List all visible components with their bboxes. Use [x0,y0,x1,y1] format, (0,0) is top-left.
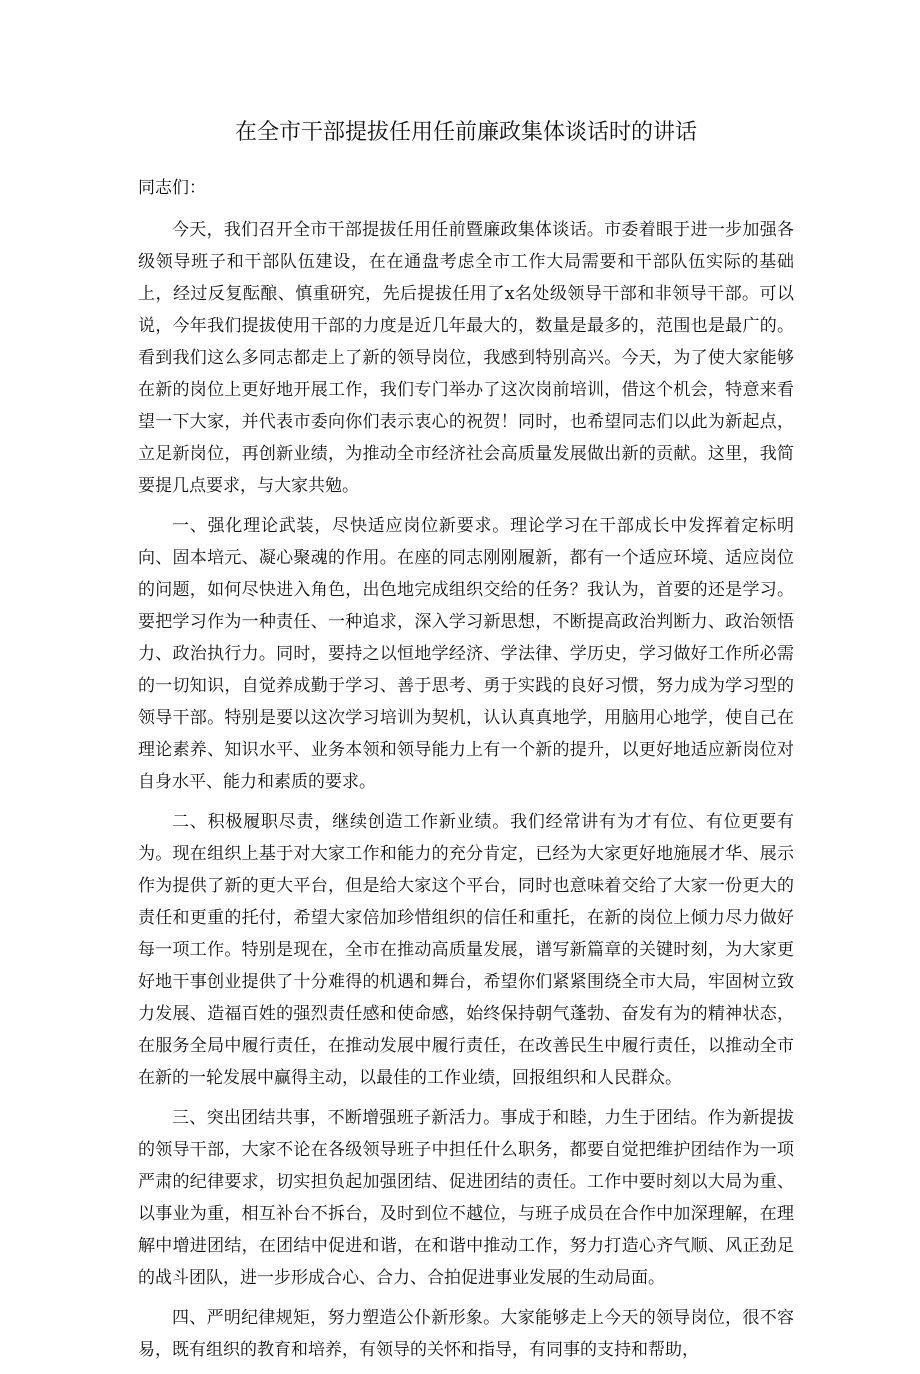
document-title: 在全市干部提拔任用任前廉政集体谈话时的讲话 [234,120,697,145]
document-body [138,114,794,1374]
paragraph-section-4: 四、严明纪律规矩，努力塑造公仆新形象。大家能够走上今天的领导岗位，很不容易，既有组织的教育和培养，有领导的关怀和指导，有同事的支持和帮助， [138,1308,794,1360]
paragraph-section-3: 三、突出团结共事，不断增强班子新活力。事成于和睦，力生于团结。作为新提拔的领导干部，大家不论在各级领导班子中担任什么职务，都要自觉把维护团结作为一项严肃的纪律要求，切实担负起加强团结、促进团结的责任。工作中要时刻以大局为重、以事业为重，相互补台不拆台，及时到位不越位，与班子成员在合作中加深理解，在理解中增进团结，在团结中促进和谐，在和谐中推动工作，努力打造心齐气顺、风正劲足的战斗团队，进一步形成合心、合力、合拍促进事业发展的生动局面。 [138,1108,794,1288]
salutation: 同志们： [138,178,206,198]
paragraph-section-2: 二、积极履职尽责，继续创造工作新业绩。我们经常讲有为才有位、有位更要有为。现在组织上基于对大家工作和能力的充分肯定，已经为大家更好地施展才华、展示作为提供了新的更大平台，但是给大家这个平台，同时也意味着交给了大家一份更大的责任和更重的托付，希望大家倍加珍惜组织的信任和重托，在新的岗位上倾力尽力做好每一项工作。特别是现在，全市在推动高质量发展，谱写新篇章的关键时刻，为大家更好地干事创业提供了十分难得的机遇和舞台，希望你们紧紧围绕全市大局，牢固树立致力发展、造福百姓的强烈责任感和使命感，始终保持朝气蓬勃、奋发有为的精神状态，在服务全局中履行责任，在推动发展中履行责任，在改善民生中履行责任，以推动全市在新的一轮发展中赢得主动，以最佳的工作业绩，回报组织和人民群众。 [138,812,794,1088]
paragraph-section-1: 一、强化理论武装，尽快适应岗位新要求。理论学习在干部成长中发挥着定标明向、固本培元、凝心聚魂的作用。在座的同志刚刚履新，都有一个适应环境、适应岗位的问题，如何尽快进入角色，出色地完成组织交给的任务？我认为，首要的还是学习。要把学习作为一种责任、一种追求，深入学习新思想，不断提高政治判断力、政治领悟力、政治执行力。同时，要持之以恒地学经济、学法律、学历史，学习做好工作所必需的一切知识，自觉养成勤于学习、善于思考、勇于实践的良好习惯，努力成为学习型的领导干部。特别是要以这次学习培训为契机，认认真真地学，用脑用心地学，使自己在理论素养、知识水平、业务本领和领导能力上有一个新的提升，以更好地适应新岗位对自身水平、能力和素质的要求。 [138,516,794,792]
paragraph-intro: 今天，我们召开全市干部提拔任用任前暨廉政集体谈话。市委着眼于进一步加强各级领导班子和干部队伍建设，在在通盘考虑全市工作大局需要和干部队伍实际的基础上，经过反复酝酿、慎重研究，先后提拔任用了x名处级领导干部和非领导干部。可以说，今年我们提拔使用干部的力度是近几年最大的，数量是最多的，范围也是最广的。看到我们这么多同志都走上了新的领导岗位，我感到特别高兴。今天，为了使大家能够在新的岗位上更好地开展工作，我们专门举办了这次岗前培训，借这个机会，特意来看望一下大家，并代表市委向你们表示衷心的祝贺！同时，也希望同志们以此为新起点，立足新岗位，再创新业绩，为推动全市经济社会高质量发展做出新的贡献。这里，我简要提几点要求，与大家共勉。 [138,220,794,496]
